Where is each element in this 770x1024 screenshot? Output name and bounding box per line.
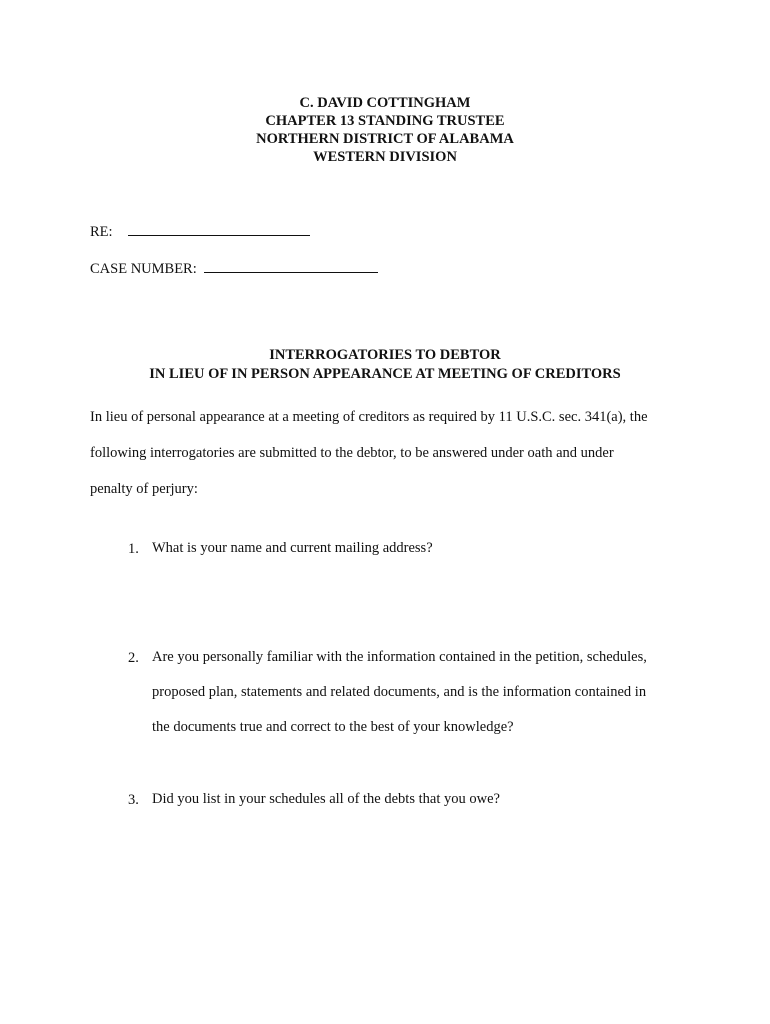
question-2-number: 2. <box>128 650 139 666</box>
document-title <box>0 346 770 384</box>
intro-line-2: following interrogatories are submitted to the debtor, to be answered under oath and under <box>90 445 614 461</box>
intro-paragraph <box>90 399 690 507</box>
re-label: RE: <box>90 224 113 240</box>
case-number-blank-line <box>204 258 378 273</box>
re-field <box>90 221 310 241</box>
question-2-line-3: the documents true and correct to the best of your knowledge? <box>152 719 514 735</box>
intro-line-1: In lieu of personal appearance at a meeting of creditors as required by 11 U.S.C. sec. 341(a), the <box>90 409 648 425</box>
header-division: WESTERN DIVISION <box>313 149 457 165</box>
case-number-label: CASE NUMBER: <box>90 261 197 277</box>
question-1-line-1: What is your name and current mailing address? <box>152 540 433 556</box>
title-line-2: IN LIEU OF IN PERSON APPEARANCE AT MEETING OF CREDITORS <box>149 366 621 382</box>
question-2-line-1: Are you personally familiar with the information contained in the petition, schedules, <box>152 649 647 665</box>
question-2-line-2: proposed plan, statements and related documents, and is the information contained in <box>152 684 647 700</box>
re-blank-line <box>128 221 310 236</box>
question-3-line-1: Did you list in your schedules all of the debts that you owe? <box>152 791 500 807</box>
case-number-field <box>90 258 378 278</box>
header-trustee-name: C. DAVID COTTINGHAM <box>299 95 471 111</box>
trustee-header <box>0 94 770 166</box>
header-district: NORTHERN DISTRICT OF ALABAMA <box>256 131 514 147</box>
title-line-1: INTERROGATORIES TO DEBTOR <box>269 347 501 363</box>
intro-line-3: penalty of perjury: <box>90 481 198 497</box>
question-3-text <box>152 782 500 817</box>
question-1-text <box>152 531 433 566</box>
question-3-number: 3. <box>128 792 139 808</box>
question-2-text <box>152 640 647 745</box>
question-1-number: 1. <box>128 541 139 557</box>
header-trustee-title: CHAPTER 13 STANDING TRUSTEE <box>265 113 505 129</box>
